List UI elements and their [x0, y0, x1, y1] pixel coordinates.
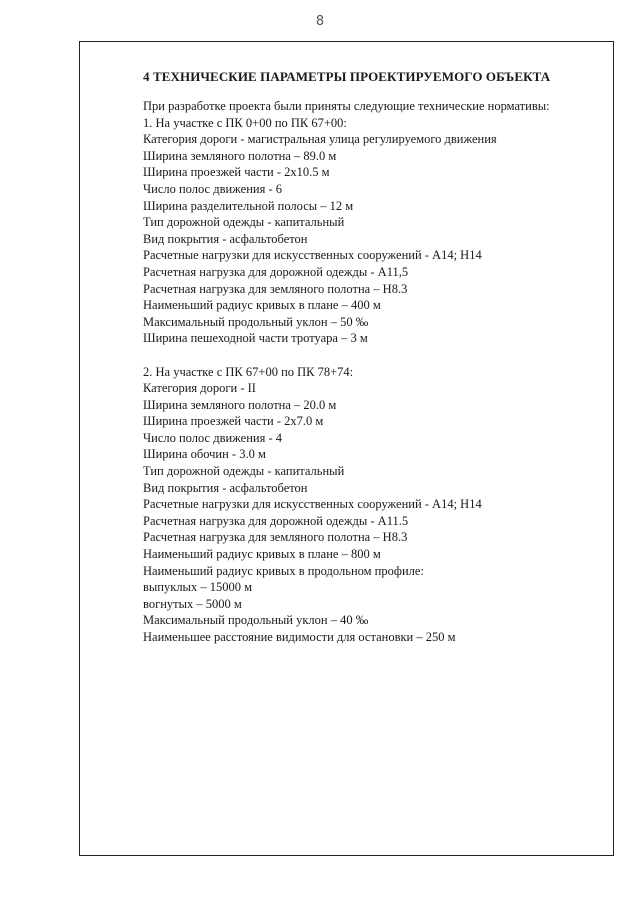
list-item: Максимальный продольный уклон – 40 ‰ [143, 613, 369, 628]
document-body [143, 98, 550, 646]
list-item: Тип дорожной одежды - капитальный [143, 215, 345, 230]
list-item: Ширина земляного полотна – 89.0 м [143, 148, 337, 163]
section-spacer [143, 347, 550, 364]
section2-list [143, 380, 550, 646]
page-number: 8 [315, 14, 325, 29]
list-item: Наименьший радиус кривых в плане – 800 м [143, 547, 381, 562]
list-item: Расчетная нагрузка для дорожной одежды - А11.5 [143, 513, 409, 528]
list-item: Вид покрытия - асфальтобетон [143, 231, 308, 246]
list-item: Расчетные нагрузки для искусственных сооружений - А14; Н14 [143, 248, 482, 263]
list-item: Ширина проезжей части - 2х10.5 м [143, 165, 330, 180]
list-item: Наименьшее расстояние видимости для остановки – 250 м [143, 630, 456, 644]
list-item: вогнутых – 5000 м [143, 596, 242, 611]
list-item: Ширина пешеходной части тротуара – 3 м [143, 331, 368, 346]
list-item: Вид покрытия - асфальтобетон [143, 480, 308, 495]
list-item: Расчетная нагрузка для земляного полотна – Н8.3 [143, 281, 408, 296]
list-item: выпуклых – 15000 м [143, 580, 252, 595]
list-item: Категория дороги - II [143, 381, 256, 396]
list-item: Максимальный продольный уклон – 50 ‰ [143, 314, 369, 329]
list-item: Расчетные нагрузки для искусственных сооружений - А14; Н14 [143, 497, 482, 512]
list-item: Расчетная нагрузка для земляного полотна – Н8.3 [143, 530, 408, 545]
list-item: Число полос движения - 6 [143, 181, 282, 196]
intro-paragraph: При разработке проекта были приняты следующие технические нормативы: [143, 99, 550, 113]
section-heading: 4 ТЕХНИЧЕСКИЕ ПАРАМЕТРЫ ПРОЕКТИРУЕМОГО ОБЪЕКТА [143, 69, 551, 84]
list-item: Категория дороги - магистральная улица регулируемого движения [143, 132, 497, 147]
list-item: Тип дорожной одежды - капитальный [143, 464, 345, 479]
list-item: Расчетная нагрузка для дорожной одежды - А11,5 [143, 264, 409, 279]
section1-list [143, 131, 550, 347]
section1-title: 1. На участке с ПК 0+00 по ПК 67+00: [143, 115, 347, 130]
list-item: Наименьший радиус кривых в продольном профиле: [143, 563, 424, 578]
list-item: Ширина обочин - 3.0 м [143, 447, 266, 462]
list-item: Ширина проезжей части - 2х7.0 м [143, 414, 324, 429]
list-item: Наименьший радиус кривых в плане – 400 м [143, 298, 381, 313]
list-item: Число полос движения - 4 [143, 430, 282, 445]
section2-title: 2. На участке с ПК 67+00 по ПК 78+74: [143, 364, 354, 379]
list-item: Ширина земляного полотна – 20.0 м [143, 397, 337, 412]
list-item: Ширина разделительной полосы – 12 м [143, 198, 354, 213]
